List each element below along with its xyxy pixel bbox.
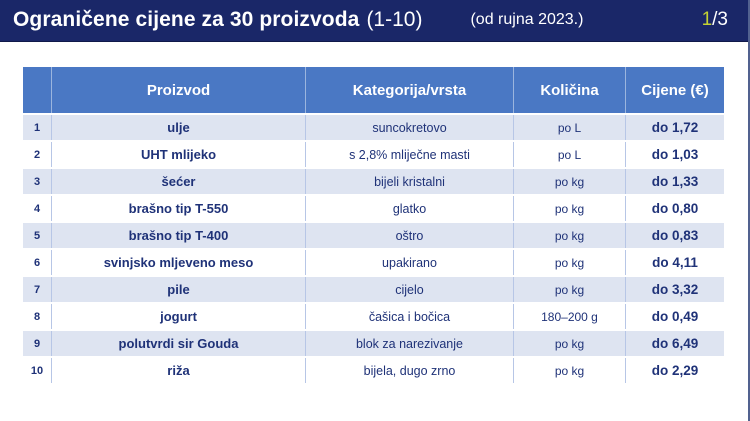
price-cell: do 2,29: [625, 358, 724, 383]
page-total: /3: [712, 8, 728, 30]
category-cell: blok za narezivanje: [305, 331, 513, 356]
table-row: [23, 329, 724, 356]
title-bar: [0, 0, 750, 42]
product-cell: brašno tip T-550: [51, 196, 305, 221]
quantity-cell: po kg: [513, 277, 625, 302]
table-row: [23, 275, 724, 302]
quantity-cell: po kg: [513, 331, 625, 356]
row-number: 3: [33, 175, 41, 188]
row-number: 8: [33, 310, 41, 323]
page-indicator: [702, 9, 728, 31]
price-cell: do 0,49: [625, 304, 724, 329]
category-cell: upakirano: [305, 250, 513, 275]
price-cell: do 1,03: [625, 142, 724, 167]
product-cell: pile: [51, 277, 305, 302]
header-num: [23, 67, 51, 113]
product-cell: jogurt: [51, 304, 305, 329]
table-row: [23, 167, 724, 194]
category-cell: cijelo: [305, 277, 513, 302]
product-cell: brašno tip T-400: [51, 223, 305, 248]
price-cell: do 3,32: [625, 277, 724, 302]
header-quantity: Količina: [513, 67, 625, 113]
quantity-cell: po kg: [513, 250, 625, 275]
row-number: 7: [33, 283, 41, 296]
table-header-row: [23, 67, 724, 113]
table-row: [23, 248, 724, 275]
page-title: Ograničene cijene za 30 proizvoda: [13, 7, 360, 31]
row-number: 9: [33, 337, 41, 350]
category-cell: oštro: [305, 223, 513, 248]
price-cell: do 1,72: [625, 115, 724, 140]
product-cell: polutvrdi sir Gouda: [51, 331, 305, 356]
product-cell: ulje: [51, 115, 305, 140]
header-product: Proizvod: [51, 67, 305, 113]
row-number: 6: [33, 256, 41, 269]
header-category: Kategorija/vrsta: [305, 67, 513, 113]
category-cell: bijeli kristalni: [305, 169, 513, 194]
page-title-range: (1-10): [366, 7, 423, 31]
category-cell: bijela, dugo zrno: [305, 358, 513, 383]
quantity-cell: po kg: [513, 196, 625, 221]
category-cell: glatko: [305, 196, 513, 221]
quantity-cell: po L: [513, 142, 625, 167]
table-row: [23, 140, 724, 167]
quantity-cell: po kg: [513, 223, 625, 248]
row-number: 2: [33, 148, 41, 161]
product-cell: UHT mlijeko: [51, 142, 305, 167]
table-row: [23, 356, 724, 383]
row-number: 4: [33, 202, 41, 215]
price-cell: do 4,11: [625, 250, 724, 275]
price-cell: do 1,33: [625, 169, 724, 194]
product-cell: svinjsko mljeveno meso: [51, 250, 305, 275]
product-cell: riža: [51, 358, 305, 383]
row-number: 5: [33, 229, 41, 242]
price-cell: do 6,49: [625, 331, 724, 356]
row-number: 10: [30, 364, 44, 377]
category-cell: s 2,8% mliječne masti: [305, 142, 513, 167]
quantity-cell: 180–200 g: [513, 304, 625, 329]
header-price: Cijene (€): [625, 67, 724, 113]
date-subtitle: (od rujna 2023.): [470, 10, 584, 28]
table-row: [23, 194, 724, 221]
price-cell: do 0,80: [625, 196, 724, 221]
page-current-number: 1: [701, 8, 713, 30]
quantity-cell: po L: [513, 115, 625, 140]
row-number: 1: [33, 121, 41, 134]
category-cell: čašica i bočica: [305, 304, 513, 329]
table-row: [23, 113, 724, 140]
quantity-cell: po kg: [513, 169, 625, 194]
table-row: [23, 302, 724, 329]
quantity-cell: po kg: [513, 358, 625, 383]
product-cell: šećer: [51, 169, 305, 194]
price-table: [23, 67, 724, 383]
table-row: [23, 221, 724, 248]
category-cell: suncokretovo: [305, 115, 513, 140]
price-cell: do 0,83: [625, 223, 724, 248]
